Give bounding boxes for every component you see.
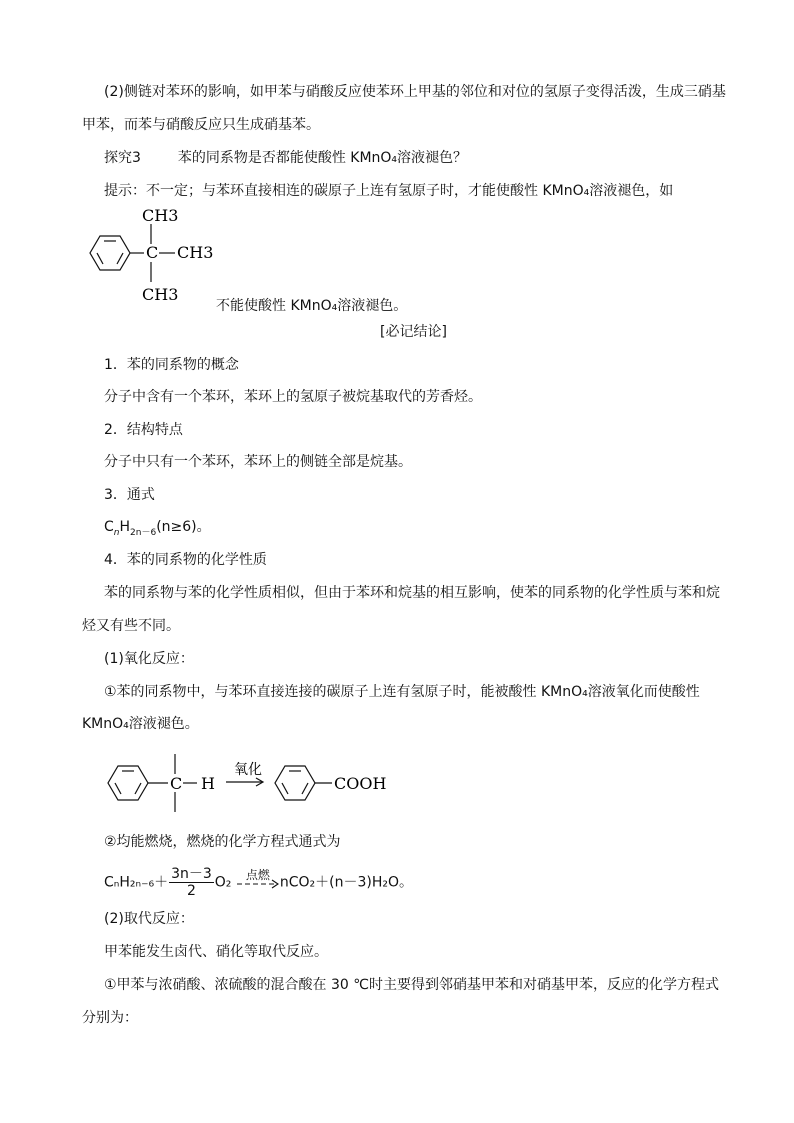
s3-title: 3．通式 — [104, 487, 155, 503]
oxidation-item1-line2: KMnO₄溶液褪色。 — [82, 716, 199, 732]
s4-body1: 苯的同系物与苯的化学性质相似，但由于苯环和烷基的相互影响，使苯的同系物的化学性质与苯和烷 — [104, 585, 720, 601]
s2-title: 2．结构特点 — [104, 422, 183, 438]
methyl-top: CH3 — [142, 206, 179, 225]
reaction-carbon: C — [170, 774, 183, 793]
substitution-item1-line1: ①甲苯与浓硝酸、浓硫酸的混合酸在 30 ℃时主要得到邻硝基甲苯和对硝基甲苯，反应的化学方程式 — [104, 977, 719, 993]
combustion-equation — [104, 866, 413, 899]
s3-formula — [104, 517, 211, 537]
formula-n: n — [113, 527, 120, 538]
para1-line2: 甲苯，而苯与硝酸反应只生成硝基苯。 — [82, 117, 320, 133]
methyl-right: CH3 — [177, 243, 214, 262]
formula-c: C — [104, 519, 114, 535]
oxidation-item1-line1: ①苯的同系物中，与苯环直接连接的碳原子上连有氢原子时，能被酸性 KMnO₄溶液氧化而使酸性 — [104, 684, 700, 700]
methyl-bottom: CH3 — [142, 285, 179, 304]
oxidation-reaction-scheme — [100, 748, 410, 818]
central-carbon: C — [146, 243, 159, 262]
s2-body: 分子中只有一个苯环，苯环上的侧链全部是烷基。 — [104, 454, 412, 470]
para1-line1: (2)侧链对苯环的影响，如甲苯与硝酸反应使苯环上甲基的邻位和对位的氢原子变得活泼，生成三硝基 — [104, 84, 726, 100]
substitution-item1-line2: 分别为： — [82, 1010, 138, 1026]
conclusion-title: [必记结论] — [380, 324, 447, 340]
reaction-hydrogen: H — [201, 774, 215, 793]
fraction-denominator: 2 — [186, 883, 196, 899]
oxidation-title: (1)氧化反应： — [104, 651, 194, 667]
s1-body: 分子中含有一个苯环，苯环上的氢原子被烷基取代的芳香烃。 — [104, 389, 482, 405]
formula-tail: (n≥6)。 — [156, 519, 211, 535]
s1-title: 1．苯的同系物的概念 — [104, 357, 239, 373]
combustion-arrow — [236, 867, 280, 893]
combustion-products: nCO₂＋(n－3)H₂O。 — [279, 874, 414, 891]
substitution-body: 甲苯能发生卤代、硝化等取代反应。 — [104, 944, 328, 960]
combustion-reactant: CₙH₂ₙ₋₆＋ — [104, 874, 169, 891]
formula-h: H — [119, 519, 131, 535]
combustion-o2: O₂ — [214, 874, 232, 891]
explore3-hint: 提示：不一定；与苯环直接相连的碳原子上连有氢原子时，才能使酸性 KMnO₄溶液褪色，如 — [104, 183, 674, 199]
explore3-tag: 探究3 — [104, 150, 141, 166]
oxidation-item2: ②均能燃烧，燃烧的化学方程式通式为 — [104, 834, 341, 850]
s4-body2: 烃又有些不同。 — [82, 618, 180, 634]
reaction-condition: 氧化 — [234, 762, 262, 778]
explore3-line — [104, 148, 467, 168]
reaction-product: COOH — [334, 774, 387, 793]
fraction-numerator: 3n－3 — [171, 866, 212, 882]
explore3-question: 苯的同系物是否都能使酸性 KMnO₄溶液褪色？ — [177, 150, 468, 166]
s4-title: 4．苯的同系物的化学性质 — [104, 552, 267, 568]
explore3-after-struct: 不能使酸性 KMnO₄溶液褪色。 — [216, 298, 408, 314]
formula-sub: 2n－6 — [130, 527, 157, 538]
tert-butylbenzene-structure — [80, 200, 230, 312]
substitution-title: (2)取代反应： — [104, 911, 194, 927]
combustion-fraction — [169, 866, 214, 899]
combustion-condition: 点燃 — [245, 867, 270, 882]
